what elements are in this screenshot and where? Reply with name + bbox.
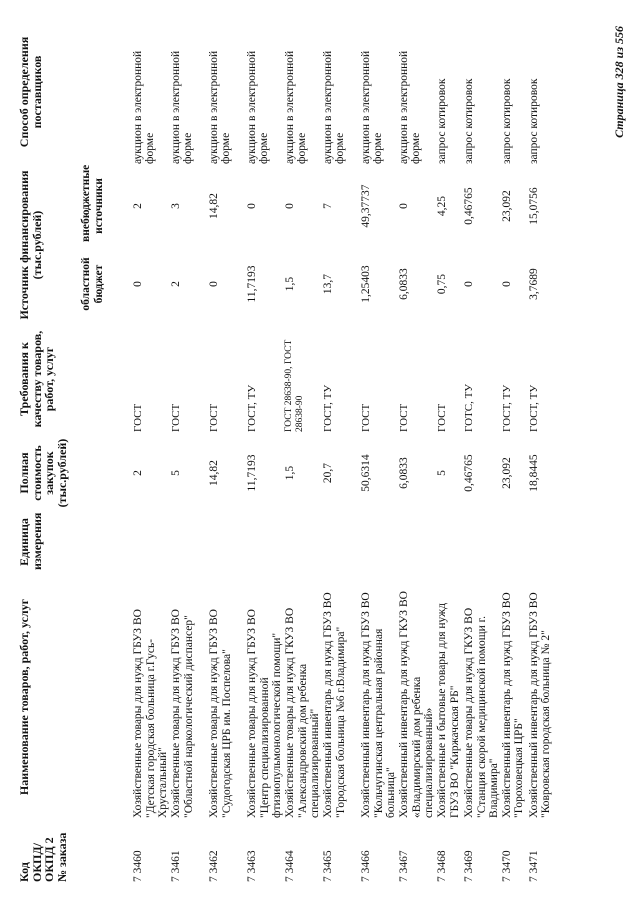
cell-regional: 0 — [463, 281, 475, 287]
cell-name: Хозяйственные товары для нужд ГБУЗ ВО "Детская городская больница г.Гусь-Хрустальный" — [132, 609, 169, 818]
cell-code: 7 3462 — [208, 850, 220, 882]
cell-name: Хозяйственный инвентарь для нужд ГБУЗ ВО "Ковровская городская больница № 2" — [527, 592, 552, 818]
cell-cost: 1,5 — [284, 465, 296, 481]
table-row — [246, 17, 284, 885]
cell-name: Хозяйственный инвентарь для нужд ГБУЗ ВО "Кольчугинская центральная районная больница" — [360, 592, 397, 818]
cell-method: аукцион в электронной форме — [398, 50, 422, 164]
cell-extra: 4,25 — [436, 195, 448, 217]
cell-regional: 0,75 — [436, 273, 448, 295]
cell-cost: 23,092 — [500, 457, 513, 489]
cell-cost: 20,7 — [322, 462, 334, 484]
cell-name: Хозяйственные товары для нужд ГБУЗ ВО "Судогодская ЦРБ им. Поспелова" — [208, 609, 233, 818]
cell-extra: 2 — [132, 203, 144, 209]
cell-regional: 1,25403 — [360, 265, 372, 303]
cell-extra: 14,82 — [208, 193, 220, 219]
cell-code: 7 3466 — [360, 850, 372, 882]
cell-unit — [246, 511, 284, 573]
cell-code: 7 3468 — [436, 850, 448, 882]
cell-regional: 0 — [132, 281, 144, 287]
cell-method: аукцион в электронной форме — [284, 50, 308, 164]
cell-code: 7 3465 — [322, 850, 334, 882]
cell-regional: 13,7 — [322, 273, 334, 295]
cell-unit — [208, 511, 246, 573]
table-row — [528, 17, 555, 885]
cell-regional: 11,7193 — [246, 265, 258, 303]
cell-cost: 11,7193 — [246, 454, 258, 492]
cell-method: запрос котировок — [500, 78, 513, 164]
cell-method: аукцион в электронной форме — [246, 50, 270, 164]
cell-cost: 6,0833 — [398, 457, 410, 489]
cell-cost: 18,8445 — [527, 454, 540, 492]
cell-extra: 7 — [322, 203, 334, 209]
cell-extra: 15,0756 — [527, 187, 540, 225]
cell-code: 7 3460 — [132, 850, 144, 882]
cell-method: аукцион в электронной форме — [132, 50, 156, 164]
cell-regional: 3,7689 — [527, 268, 540, 300]
cell-name: Хозяйственные товары для нужд ГКУЗ ВО "Александровский дом ребенка специализированный" — [284, 607, 321, 818]
cell-code: 7 3469 — [463, 850, 475, 882]
header-cost: Полная стоимость закупок (тыс.рублей) — [17, 438, 69, 508]
cell-extra: 23,092 — [500, 190, 513, 222]
cell-cost: 50,6314 — [360, 454, 372, 492]
header-name: Наименование товаров, работ, услуг — [17, 598, 31, 796]
cell-code: 7 3461 — [170, 850, 182, 882]
header-source: Источник финансирования (тыс.рублей) — [17, 170, 44, 320]
cell-cost: 5 — [170, 470, 182, 476]
table-body — [132, 17, 555, 885]
cell-regional: 6,0833 — [398, 268, 410, 300]
procurement-table — [16, 17, 555, 885]
header-unit: Единица измерения — [17, 512, 44, 570]
cell-req: ГОСТ — [170, 403, 182, 432]
cell-name: Хозяйственные товары для нужд ГКУЗ ВО "Станция скорой медицинской помощи г. Владимира" — [463, 607, 500, 818]
cell-req: ГОСТ — [360, 403, 372, 432]
cell-name: Хозяйственные и бытовые товары для нужд ГБУЗ ВО "Киржачская РБ" — [436, 603, 461, 818]
cell-extra: 3 — [170, 203, 182, 209]
cell-name: Хозяйственные товары для нужд ГБУЗ ВО "Центр специализированной фтизиопульмонологической помощи" — [246, 609, 283, 818]
cell-regional: 2 — [170, 281, 182, 287]
header-requirements: Требования к качеству товаров, работ, услуг — [17, 330, 56, 428]
cell-regional: 0 — [208, 281, 220, 287]
cell-cost: 2 — [132, 470, 144, 476]
cell-req: ГОСТ, ТУ — [246, 384, 258, 432]
table-row — [436, 17, 463, 885]
table-row — [170, 17, 208, 885]
cell-method: аукцион в электронной форме — [208, 50, 232, 164]
cell-unit — [360, 511, 398, 573]
cell-code: 7 3464 — [284, 850, 296, 882]
table-row — [208, 17, 246, 885]
cell-unit — [436, 511, 463, 573]
cell-req: ГОСТ — [398, 403, 410, 432]
cell-extra: 49,37737 — [360, 184, 372, 228]
cell-unit — [528, 511, 555, 573]
cell-unit — [284, 511, 322, 573]
cell-method: запрос котировок — [527, 78, 540, 164]
cell-regional: 1,5 — [284, 276, 296, 292]
cell-cost: 14,82 — [208, 460, 220, 486]
cell-code: 7 3463 — [246, 850, 258, 882]
cell-code: 7 3467 — [398, 850, 410, 882]
cell-method: запрос котировок — [463, 78, 475, 164]
cell-method: аукцион в электронной форме — [360, 50, 384, 164]
cell-method: аукцион в электронной форме — [170, 50, 194, 164]
cell-req: ГОСТ — [436, 403, 448, 432]
cell-extra: 0 — [284, 203, 296, 209]
cell-req: ГОСТ, ТУ — [500, 384, 513, 432]
table-row — [501, 17, 528, 885]
cell-regional: 0 — [500, 281, 513, 287]
cell-unit — [501, 511, 528, 573]
cell-name: Хозяйственный инвентарь для нужд ГБУЗ ВО "Гороховецкая ЦРБ" — [500, 592, 525, 818]
cell-unit — [132, 511, 170, 573]
cell-name: Хозяйственный инвентарь для нужд ГКУЗ ВО «Владимирский дом ребенка специализированный» — [398, 591, 435, 818]
cell-name: Хозяйственные товары для нужд ГБУЗ ВО "Областной наркологический диспансер" — [170, 609, 195, 818]
cell-req: ГОСТ — [132, 403, 144, 432]
table-row — [284, 17, 322, 885]
table-row — [398, 17, 436, 885]
header-code: Код ОКПД/ ОКПД 2 № заказа — [17, 832, 69, 882]
table-row — [132, 17, 170, 885]
cell-unit — [322, 511, 360, 573]
cell-unit — [398, 511, 436, 573]
cell-method: запрос котировок — [436, 78, 448, 164]
cell-req: ГОТС, ТУ — [463, 383, 475, 432]
cell-extra: 0 — [398, 203, 410, 209]
cell-extra: 0,46765 — [463, 187, 475, 225]
cell-req: ГОСТ, ТУ — [322, 384, 334, 432]
cell-cost: 5 — [436, 470, 448, 476]
cell-code: 7 3470 — [500, 850, 513, 882]
cell-req: ГОСТ 28638-90, ГОСТ 28638-90 — [284, 339, 305, 432]
header-method: Способ определения поставщиков — [17, 36, 44, 148]
cell-unit — [463, 511, 501, 573]
cell-method: аукцион в электронной форме — [322, 50, 346, 164]
cell-code: 7 3471 — [527, 850, 540, 882]
page-number: Страница 328 из 556 — [612, 26, 626, 138]
header-source-regional: областной бюджет — [80, 257, 105, 311]
cell-req: ГОСТ, ТУ — [527, 384, 540, 432]
table-row — [360, 17, 398, 885]
cell-extra: 0 — [246, 203, 258, 209]
table-row — [463, 17, 501, 885]
cell-unit — [170, 511, 208, 573]
table-row — [322, 17, 360, 885]
cell-cost: 0,46765 — [463, 454, 475, 492]
cell-req: ГОСТ — [208, 403, 220, 432]
cell-name: Хозяйственный инвентарь для нужд ГБУЗ ВО "Городская больница №6 г.Владимира" — [322, 592, 347, 818]
header-source-extra: внебюджетные источники — [80, 164, 105, 242]
